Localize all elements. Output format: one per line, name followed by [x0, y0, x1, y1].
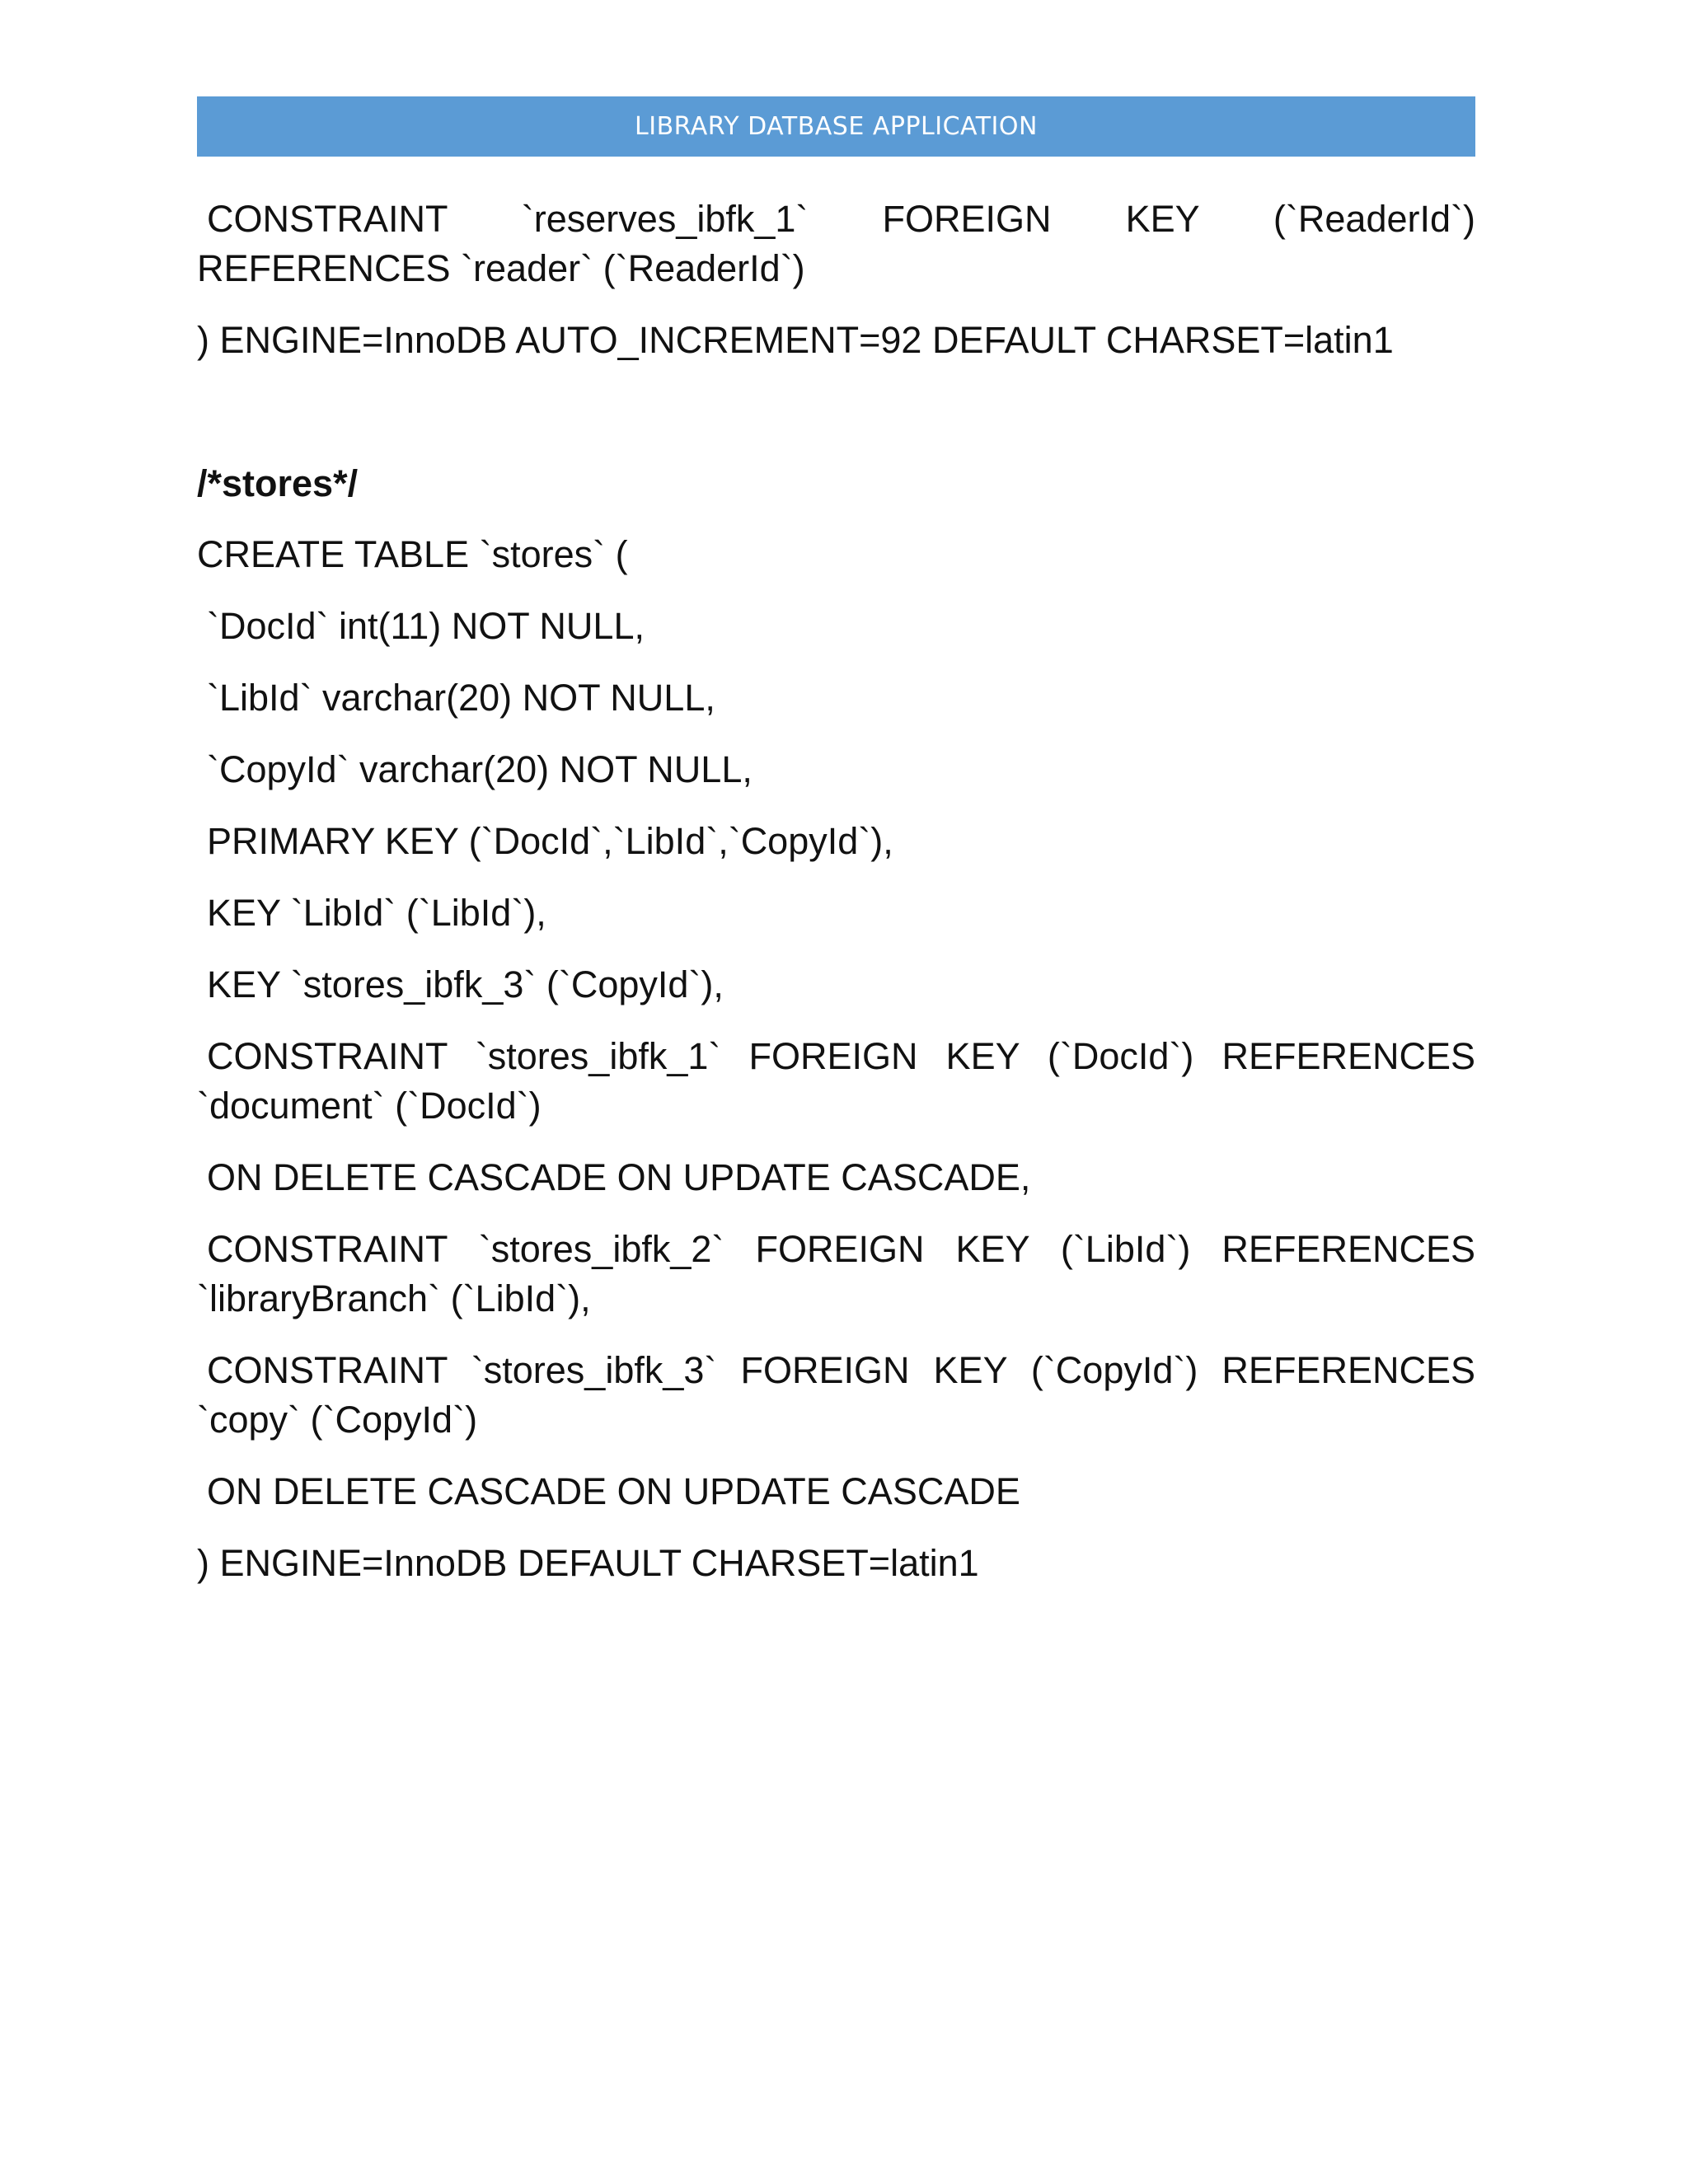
sql-line-stores-ibfk-1-constraint: CONSTRAINT `stores_ibfk_1` FOREIGN KEY (`DocId`) REFERENCES `document` (`DocId`) — [197, 1035, 1475, 1127]
sql-line-on-delete-cascade-2: ON DELETE CASCADE ON UPDATE CASCADE — [207, 1470, 1020, 1512]
sql-line-key-libid: KEY `LibId` (`LibId`), — [207, 892, 546, 934]
sql-line-create-table-stores: CREATE TABLE `stores` ( — [197, 533, 628, 575]
sql-line-stores-engine: ) ENGINE=InnoDB DEFAULT CHARSET=latin1 — [197, 1542, 979, 1584]
sql-line-stores-ibfk-3-constraint: CONSTRAINT `stores_ibfk_3` FOREIGN KEY (`CopyId`) REFERENCES `copy` (`CopyId`) — [197, 1349, 1475, 1441]
sql-line-reserves-constraint: CONSTRAINT `reserves_ibfk_1` FOREIGN KEY (`ReaderId`) REFERENCES `reader` (`ReaderId`) — [197, 198, 1475, 289]
page-header-title: LIBRARY DATBASE APPLICATION — [635, 112, 1038, 141]
sql-line-copyid-column: `CopyId` varchar(20) NOT NULL, — [207, 748, 753, 790]
page-header-bar — [197, 96, 1475, 157]
sql-comment-stores: /*stores*/ — [197, 462, 359, 504]
sql-line-key-stores-ibfk-3: KEY `stores_ibfk_3` (`CopyId`), — [207, 963, 724, 1005]
sql-line-on-delete-cascade-1: ON DELETE CASCADE ON UPDATE CASCADE, — [207, 1156, 1031, 1198]
sql-line-reserves-engine: ) ENGINE=InnoDB AUTO_INCREMENT=92 DEFAULT CHARSET=latin1 — [197, 319, 1394, 361]
sql-line-libid-column: `LibId` varchar(20) NOT NULL, — [207, 677, 715, 719]
sql-line-docid-column: `DocId` int(11) NOT NULL, — [207, 605, 645, 647]
sql-line-stores-ibfk-2-constraint: CONSTRAINT `stores_ibfk_2` FOREIGN KEY (`LibId`) REFERENCES `libraryBranch` (`LibId`), — [197, 1228, 1475, 1319]
sql-line-primary-key: PRIMARY KEY (`DocId`,`LibId`,`CopyId`), — [207, 820, 893, 862]
